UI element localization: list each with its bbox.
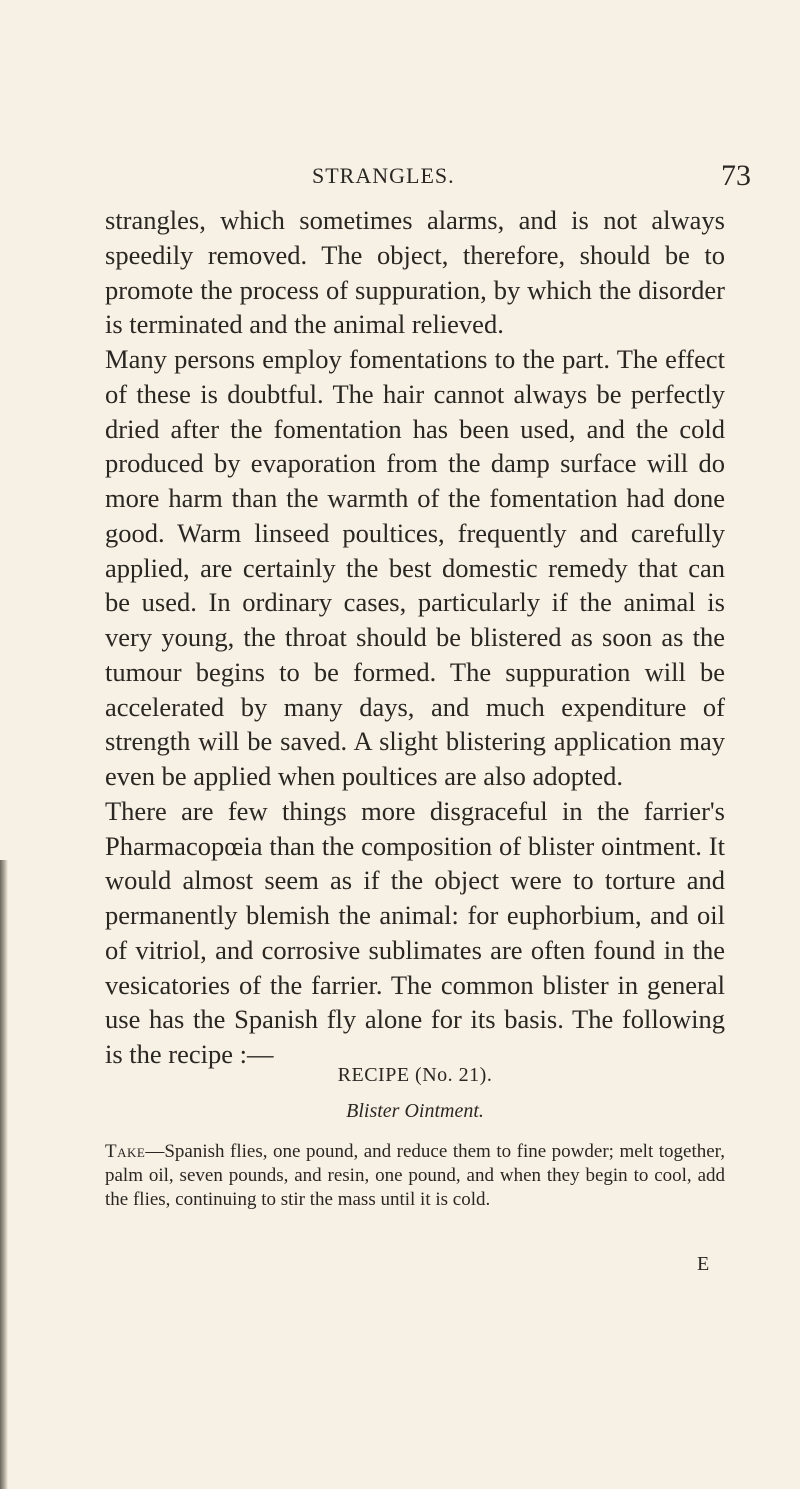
body-text bbox=[105, 203, 725, 1072]
paragraph: Many persons employ fomentations to the part. The effect of these is doubtful. The hair cannot always be perfectly dried after the fomentation has been used, and the cold produced by evaporation from the damp surface will do more harm than the warmth of the fomentation had done good. Warm linseed poultices, frequently and carefully applied, are certainly the best domestic remedy that can be used. In ordinary cases, particularly if the animal is very young, the throat should be blistered as soon as the tumour begins to be formed. The suppuration will be accelerated by many days, and much expenditure of strength will be saved. A slight blistering application may even be applied when poultices are also adopted. bbox=[105, 344, 725, 791]
recipe-text bbox=[105, 1140, 725, 1212]
recipe-title: Blister Ointment. bbox=[346, 1100, 484, 1122]
chapter-title: STRANGLES. bbox=[312, 163, 455, 188]
recipe-instructions: —Spanish flies, one pound, and reduce them to fine powder; melt together, palm oil, seven pounds, and resin, one pound, and when they begin to cool, add the flies, continuing to stir the mass until it is cold. bbox=[105, 1141, 725, 1210]
page-number: 73 bbox=[721, 159, 751, 192]
recipe-lead-word: Take bbox=[105, 1141, 146, 1162]
signature-mark: E bbox=[697, 1253, 710, 1275]
running-head bbox=[0, 159, 800, 193]
recipe-block bbox=[105, 1064, 725, 1212]
page-edge-shadow bbox=[0, 860, 8, 1489]
recipe-heading: RECIPE (No. 21). bbox=[337, 1064, 493, 1086]
paragraph: strangles, which sometimes alarms, and is not always speedily removed. The object, therefore, should be to promote the process of suppuration, by which the disorder is terminated and the animal relieved. bbox=[105, 205, 725, 340]
paragraph: There are few things more disgraceful in the farrier's Pharmacopœia than the composition of blister ointment. It would almost seem as if the object were to torture and permanently blemish the animal: for euphorbium, and oil of vitriol, and corrosive sublimates are often found in the vesicatories of the farrier. The common blister in general use has the Spanish fly alone for its basis. The following is the recipe :— bbox=[105, 795, 725, 1069]
